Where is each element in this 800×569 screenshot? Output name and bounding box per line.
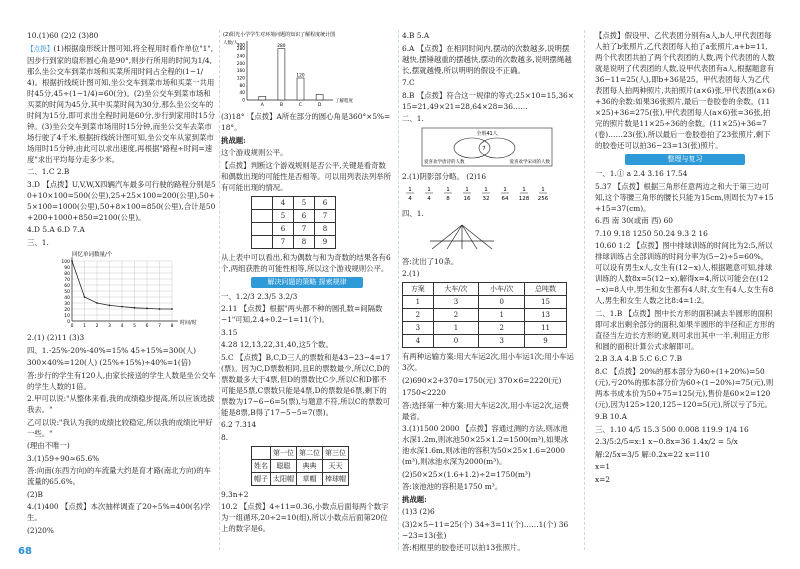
answer-line: 一、1.2/3 2.3/5 3.2/3 xyxy=(221,291,298,301)
data-point xyxy=(171,308,173,310)
hat-cell: 草帽 xyxy=(297,472,323,485)
y-tick-label: 80 xyxy=(64,272,70,277)
venn-title: 全班41人 xyxy=(476,130,498,137)
data-label: 120 xyxy=(296,73,305,79)
grid-cell xyxy=(252,222,273,235)
answer-line: 4.D 5.A 6.D 7.A xyxy=(27,225,85,234)
plan-row xyxy=(403,283,567,296)
answer-line: 答:该池池的容积是1750 m³。 xyxy=(402,482,503,491)
data-point xyxy=(134,307,136,309)
fraction-denominator: 32 xyxy=(482,196,490,202)
hat-cell: 姓名 xyxy=(252,459,271,472)
hat-table xyxy=(251,446,349,486)
y-tick-label: 40 xyxy=(239,91,245,97)
hat-cell: 第三位 xyxy=(323,446,349,459)
plan-cell: 2 xyxy=(479,322,525,335)
x-tick-label: C xyxy=(298,103,303,108)
fraction-denominator: 64 xyxy=(501,196,509,202)
fraction-numerator: 1 xyxy=(503,187,507,193)
hat-cell: 太阳帽 xyxy=(271,472,297,485)
answer-line: 10.60 1:2 【点拨】图中排球训练的时间比为2:5,所以排球训练占全部训练的时间分率为(5−2)÷5=60%。可以设有男生x人,女生有(12−x)人,根据题意可知,排球训练的人数8x=5(12−x),解得x=4,所以可能会在(12−x)=8人中,男生和女生都有4人时,女生有4人,女生有8人,男生和女生人数之比8:4=1:2。 xyxy=(595,241,774,305)
y-tick-label: 20 xyxy=(64,308,70,313)
fraction-numerator: 1 xyxy=(408,187,412,193)
hat-cell xyxy=(252,446,271,459)
plan-cell: 方案 xyxy=(403,283,434,296)
page-number: 68 xyxy=(18,546,32,557)
plan-cell: 1 xyxy=(479,309,525,322)
grid-cell: 6 xyxy=(294,209,315,222)
section-banner: 解决问题的策略 探索规律 xyxy=(251,277,363,288)
answer-line: 7.10 9.18 1250 50.24 9.3 2 16 xyxy=(595,228,708,238)
column-3 xyxy=(402,30,574,555)
answer-line: 10.(1)60 (2)2 (3)80 xyxy=(27,31,99,40)
answer-line: 4.28 12,13,22,31,40,这5个数。 xyxy=(221,340,333,349)
data-point xyxy=(121,306,123,308)
hat-cell: 典典 xyxy=(297,459,323,472)
answer-line: (1)3 (2)6 xyxy=(402,507,435,516)
column-1 xyxy=(27,30,217,537)
fraction-numerator: 1 xyxy=(465,187,469,193)
answer-line: 一、1.① a 2.4 3.16 17.54 xyxy=(595,169,688,178)
plan-cell: 3 xyxy=(433,296,479,309)
answer-line: 从上表中可以看出,和为偶数与和为奇数的结果各有6个,两组获胜的可能性相等,所以这个游戏规则公平。 xyxy=(221,252,391,273)
hat-cell: 帽子 xyxy=(252,472,271,485)
answer-line: (2)50×25×(1.6+1.2)÷2=1750(m³) xyxy=(402,469,531,479)
y-tick-label: 0 xyxy=(67,320,70,325)
data-point xyxy=(84,296,86,298)
sum-grid-table xyxy=(251,196,336,249)
grid-cell: 6 xyxy=(273,222,294,235)
fraction-denominator: 16 xyxy=(463,196,471,202)
grid-row xyxy=(252,209,336,222)
bar xyxy=(278,49,285,100)
answer-line: 答:步行的学生有120人,由家长接送的学生人数是坐公交车的学生人数的1倍。 xyxy=(27,370,216,391)
y-tick-label: 60 xyxy=(64,284,70,289)
answer-line: 5.C 【点拨】B,C,D三人的票数和是43−23−4=17(票)。因为C,D票数相同,且E的票数最少,所以C,D的票数最多大于4票,但D的票数比C少,所以C和D都不可能是5票,C票数只能是4票,D的票数是6票,剩下的票数为17−6−6=5(票),与题意不符,所以C的票数可能是8票,B得了17−5−5=7(票)。 xyxy=(221,352,391,417)
grid-row xyxy=(252,235,336,248)
grid-cell: 7 xyxy=(294,222,315,235)
answer-line: 答:沈出了10条。 xyxy=(402,256,459,266)
answer-line: 答:向南(东西方向)的车流量大约是育才路(南北方向)的车流量的65.6%。 xyxy=(27,466,212,486)
grid-row xyxy=(252,222,336,235)
grid-cell: 4 xyxy=(273,196,294,209)
data-point xyxy=(71,260,73,262)
grid-cell: 5 xyxy=(294,196,315,209)
chart-title: (2)阳光小学学生对环境问题的知识了解程度统计图 xyxy=(223,32,336,38)
plan-row xyxy=(403,296,567,309)
answer-line: 【点拨】判断这个游戏规则是否公平,关键是看奇数和偶数出现的可能性是否相等。可以用列表法列举所有可能出现的情况。 xyxy=(221,160,391,192)
answer-line: (理由不唯一) xyxy=(27,441,70,450)
answer-line: (3)18° 【点拨】A所在部分的圆心角是360°×5%=18°。 xyxy=(221,112,391,132)
y-tick-label: 300 xyxy=(236,43,245,49)
hat-row xyxy=(252,446,349,459)
fraction-sequence xyxy=(402,183,572,205)
answer-line: (2)B xyxy=(27,489,43,499)
grid-cell: 9 xyxy=(315,235,336,248)
plan-row xyxy=(403,309,567,322)
data-point xyxy=(146,308,148,310)
transport-plan-table xyxy=(402,282,567,348)
grid-cell xyxy=(252,235,273,248)
y-axis-label: 回忆单词数量/个 xyxy=(72,252,113,258)
plan-cell: 3 xyxy=(403,322,434,335)
answer-line: 7.C xyxy=(402,78,415,87)
grid-cell xyxy=(252,196,273,209)
answer-line: 四、1.-25%-20%-40%=15% 45÷15%=300(人) xyxy=(27,345,197,355)
column-divider xyxy=(398,30,399,550)
line-figure xyxy=(402,221,572,253)
answer-line: (3)2×5−11=25(个) 34÷3=11(个)……1(个) 36−23=13(张) xyxy=(402,519,569,540)
section-banner: 整理与复习 xyxy=(625,154,745,165)
answer-line: 5.37 【点拨】根据三角形任意两边之和大于第三边可知,这个等腰三角形的腰长只能为15cm,则周长为7+15+15=37(cm)。 xyxy=(595,181,774,213)
hat-cell: 聪聪 xyxy=(271,459,297,472)
fraction-denominator: 8 xyxy=(446,196,450,202)
fraction-numerator: 1 xyxy=(446,187,450,193)
answer-line: 答:相框里的胶卷还可以拍13张照片。 xyxy=(402,543,525,552)
hat-row xyxy=(252,459,349,472)
answer-line: 2.B 3.A 4.B 5.C 6.C 7.B xyxy=(595,354,682,363)
answer-line: 答:选择第一种方案:用大车运2次,用小车运2次,运费最省。 xyxy=(402,400,569,421)
fraction-denominator: 4 xyxy=(408,196,412,202)
answer-line: 二、1.C 2.B xyxy=(27,167,70,176)
column-divider xyxy=(219,30,220,550)
answer-line: 解:2/5x=3/5 解:0.2x=22 x=110 xyxy=(595,449,710,459)
venn-left-label: 爱喜欢学唐诗的人数 xyxy=(424,159,465,165)
grid-cell: 6 xyxy=(315,196,336,209)
venn-right-label: 爱喜欢学宋词的人数 xyxy=(509,159,550,165)
answer-line: 2.11 【点拨】根据"两头都不种的圆孔数=间隔数−1"可知,2.4÷0.2−1=11(个)。 xyxy=(221,304,383,324)
answer-line: 二、1.B 【点拨】图中长方形的面积减去半圆形的面积即可求出剩余部分的面积,如果半圆形的半径和正方形的直径当左边长方形的宽,则可求出其中一半,利用正方形和圆的面积计算公式求解即可。 xyxy=(595,308,775,351)
y-tick-label: 120 xyxy=(236,76,245,82)
answer-line: x=2 xyxy=(595,474,611,484)
answer-line: 2.(1)阴影部分略。 (2)16 xyxy=(402,171,487,181)
plan-row xyxy=(403,322,567,335)
grid-cell xyxy=(252,209,273,222)
y-tick-label: 50 xyxy=(64,290,70,295)
answer-line: 3.(1)59÷90≈65.6% xyxy=(27,453,100,463)
x-tick-label: 8 xyxy=(170,324,174,329)
y-tick-label: 30 xyxy=(64,302,70,307)
plan-cell: 3 xyxy=(479,335,525,348)
grid-cell: 8 xyxy=(294,235,315,248)
bar xyxy=(259,96,266,100)
answer-line: x=1 xyxy=(595,462,611,471)
answer-line: 四、1. xyxy=(402,209,424,218)
grid-cell: 5 xyxy=(273,209,294,222)
x-axis-label: 了解程度 xyxy=(335,99,353,104)
hat-cell: 棒球帽 xyxy=(323,472,349,485)
x-tick-label: 3 xyxy=(108,324,111,329)
answer-line: 4.(1)400 【点拨】本次抽样调查了20÷5%=400(名)学生。 xyxy=(27,502,211,522)
plan-cell: 小车/次 xyxy=(479,283,525,296)
fraction-numerator: 1 xyxy=(484,187,488,193)
data-label: 280 xyxy=(277,44,286,50)
answer-line: 三、1. xyxy=(27,237,49,247)
y-tick-label: 80 xyxy=(239,83,245,89)
fraction-numerator: 1 xyxy=(541,187,545,193)
bar xyxy=(316,95,323,101)
answer-line: 4.B 5.A xyxy=(402,31,430,40)
plan-cell: 大车/次 xyxy=(433,283,479,296)
answer-line: 2.(1) xyxy=(402,269,420,278)
venn-diagram xyxy=(402,126,572,168)
x-axis-label: 时间/时 xyxy=(180,320,197,326)
hint-tag: 【点拨】 xyxy=(27,44,54,53)
plan-cell: 2 xyxy=(403,309,434,322)
y-tick-label: 160 xyxy=(236,69,245,75)
venn-middle: 7 xyxy=(482,145,486,152)
y-tick-label: 0 xyxy=(242,98,245,104)
answer-line: 乙可以说:"我认为我的成绩比较稳定,所以我的成绩比甲好一些。" xyxy=(27,417,213,438)
y-axis-label: 人数/人 xyxy=(223,41,239,46)
x-tick-label: 6 xyxy=(145,324,149,329)
answer-line: 8.B 【点拨】符合这一规律的等式:25×10=15,36×15=21,49×21=28,64×28=36…… xyxy=(402,90,574,111)
answer-line: (2)20% xyxy=(27,525,54,535)
x-tick-label: 4 xyxy=(120,324,124,329)
answer-line: 9.3n+2 xyxy=(221,489,249,499)
answer-line: 10.2 【点拨】4÷11=0.36,小数点后面每两个数字为一组循环,20÷2=10(组),所以小数点后面第20位上的数字是6。 xyxy=(221,502,389,533)
x-tick-label: 0 xyxy=(70,324,74,329)
answer-line: 6.2 7.314 xyxy=(221,420,257,429)
y-tick-label: 10 xyxy=(64,314,70,319)
hat-row xyxy=(252,472,349,485)
grid-cell: 8 xyxy=(315,222,336,235)
y-tick-label: 40 xyxy=(64,296,70,301)
answer-line: 2.(1) (2)11 (3)3 xyxy=(27,333,85,342)
y-tick-label: 100 xyxy=(61,260,70,265)
answer-hint xyxy=(27,43,217,165)
plan-row xyxy=(403,335,567,348)
x-tick-label: D xyxy=(317,103,322,108)
x-tick-label: 5 xyxy=(133,324,136,329)
fraction-numerator: 1 xyxy=(522,187,526,193)
answer-line: 300×40%=120(人) (25%+15%)÷40%=1(倍) xyxy=(27,358,192,367)
fraction-denominator: 4 xyxy=(427,196,431,202)
y-tick-label: 200 xyxy=(236,61,245,67)
answer-line: 2.甲可以说:"从整体来看,我的成绩稳步提高,所以应该选拔我去。" xyxy=(27,394,215,414)
column-divider xyxy=(584,30,585,550)
plan-cell: 4 xyxy=(403,335,434,348)
plan-cell: 15 xyxy=(525,296,567,309)
x-tick-label: 2 xyxy=(95,324,99,329)
answer-line: 6.西 南 30(或南 西) 60 xyxy=(595,216,673,225)
answer-line: 9.B 10.A xyxy=(595,412,627,421)
plan-cell: 13 xyxy=(525,309,567,322)
forgetting-line-chart xyxy=(27,249,212,329)
grid-cell: 7 xyxy=(315,209,336,222)
answer-line: 二、1. xyxy=(402,114,424,123)
answer-line: 【点拨】假设甲、乙代表团分别有a人,b人,甲代表团每人拍了b张照片,乙代表团每人拍了a张照片,a+b=11,两个代表团共拍了两个代表团的人数,两个代表团的人数就是说明了代表团的人数,设甲代表团有a人,根据题意有36−11=25(人),即b+36是25。甲代表团每人为乙代表团每人拍两种照片,共拍照片(a×6)张,甲代表团(a×6)+36的余数:如果36张照片,最后一卷胶卷的余数。(11×25)+36=275(张),甲代表团每人(a×6)张=36张,拍完的照片数是11×25÷36的余数。(11×25)+36=7(卷)……23(张),所以最后一卷胶卷拍了23张照片,剩下的胶卷还可以拍36−23=13(张)照片。 xyxy=(595,31,775,150)
fraction-denominator: 256 xyxy=(537,196,549,202)
answer-line: 这个游戏规则公平。 xyxy=(221,148,288,157)
answer-line: 8.C 【点拨】20%的那本部分为60÷(1+20%)=50(元),亏20%的那本部分价为60÷(1−20%)=75(元),则两本书成本价为50+75=125(元),售价是60×2=120(元),因为125>120,125−120=5(元),所以亏了5元。 xyxy=(595,366,774,409)
hat-cell: 第一位 xyxy=(271,446,297,459)
column-4 xyxy=(595,30,775,486)
y-tick-label: 240 xyxy=(236,54,245,60)
x-tick-label: A xyxy=(260,103,264,108)
y-tick-label: 280 xyxy=(236,47,245,53)
hat-cell: 第二位 xyxy=(297,446,323,459)
plan-cell: 1 xyxy=(403,296,434,309)
x-tick-label: B xyxy=(279,103,283,108)
hint-text: (1)根据扇形统计图可知,将全程用时看作单位"1",因步行到家的扇形圆心角是90°,则步行所用的时间为1/4,那么坐公交车到菜市场和买菜所用时间占全程的(1−1/4)。根据折线统计图可知,坐公交车到菜市场和买菜一共用时45分,45÷(1−1/4)=60(分)。(2)坐公交车到菜市场和买菜的时间为45分,其中买菜时间为30分,那么坐公交车的时间为15分,即可求出全程时间是60分,步行到家用时15分钟。(3)坐公交车到菜市场用时15分钟,而坐公交车去菜市场行驶了4千米,根据折线统计图可知,坐公交车从家到菜市场用时15分钟,由此可以求出速度,再根据"路程÷时间=速度"求出平均每分走多少米。 xyxy=(27,43,216,164)
hat-cell: 天天 xyxy=(323,459,349,472)
plan-cell: 9 xyxy=(525,335,567,348)
answer-line: 6.A 【点拨】在相同时间内,摆动的次数越多,说明摆越快,摆锤越重的摆越快,摆动的次数越多,说明摆绳越长,摆就越慢,所以明明的假设不正确。 xyxy=(402,43,572,75)
answer-line: 2.3/5:2/5=x:1 x−0.8x=36 1.4x/2 = 5/x xyxy=(595,437,738,446)
answer-line: 三、1.10 4/5 15.3 500 0.008 119.9 1/4 16 xyxy=(595,424,749,434)
answer-line: 3.15 xyxy=(221,327,238,337)
plan-cell: 2 xyxy=(433,309,479,322)
answer-line: 1750<2220 xyxy=(402,388,446,397)
plan-cell: 11 xyxy=(525,322,567,335)
knowledge-bar-chart xyxy=(221,30,391,108)
fraction-denominator: 128 xyxy=(518,196,530,202)
plan-cell: 1 xyxy=(433,322,479,335)
challenge-heading: 挑战题: xyxy=(402,494,427,504)
x-tick-label: 1 xyxy=(83,324,86,329)
column-2 xyxy=(221,30,393,536)
plan-cell: 总吨数 xyxy=(525,283,567,296)
x-tick-label: 7 xyxy=(158,324,161,329)
fraction-numerator: 1 xyxy=(427,187,431,193)
answer-line: 有两种运输方案:用大车运2次,用小车运1次;用小车运3次。 xyxy=(402,352,574,372)
grid-row xyxy=(252,196,336,209)
answer-line: 3.D 【点拨】U,V,W,X四辆汽车最多可行驶的路程分别是50+10×100=500(公里),25+25×100=200(公里),50+5×100=1000(公里),50+8×100=850(公里),合计是50+200+1000+850=2100(公里)。 xyxy=(27,179,216,222)
grid-cell: 7 xyxy=(273,235,294,248)
y-tick-label: 70 xyxy=(64,278,70,283)
data-point xyxy=(109,305,111,307)
plan-cell: 0 xyxy=(433,335,479,348)
data-point xyxy=(96,302,98,304)
plan-cell: 0 xyxy=(479,296,525,309)
answer-line: 8. xyxy=(221,432,229,442)
answer-line: (2)690×2+370=1750(元) 370×6=2220(元) xyxy=(402,375,562,385)
answer-line: 3.(1)1500 2000 【点拨】容通过测的方法,则冰池水深1.2m,则冰池50×25×1.2=1500(m³),如果冰池水深1.6m,则冰池的容积为50×25×1.6=2000(m³),则冰池水深为2000(m³)。 xyxy=(402,424,569,466)
challenge-heading: 挑战题: xyxy=(221,135,246,145)
bar xyxy=(297,78,304,100)
y-tick-label: 90 xyxy=(64,266,70,271)
data-point xyxy=(159,308,161,310)
